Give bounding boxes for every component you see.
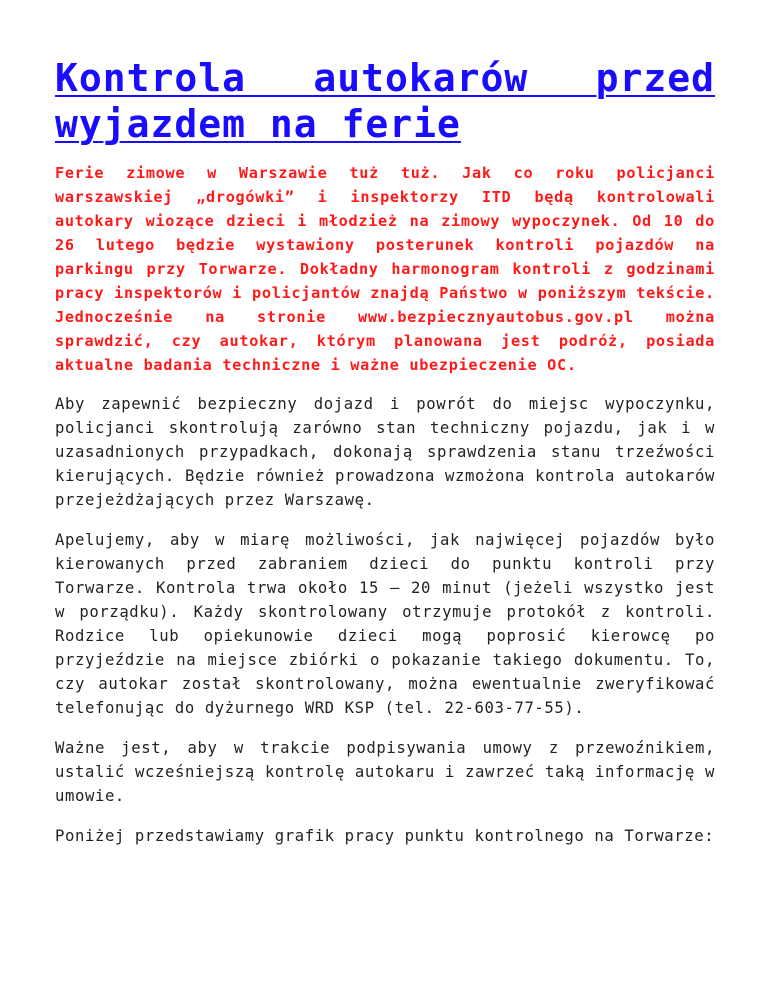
article-lead xyxy=(55,161,715,377)
article xyxy=(55,55,715,864)
lead-text-end: można sprawdzić, czy autokar, którym planowana jest podróż, posiada aktualne badania techniczne i ważne ubezpieczenie OC. xyxy=(55,308,715,374)
article-title xyxy=(55,55,715,147)
article-title-link[interactable]: Kontrola autokarów przed wyjazdem na ferie xyxy=(55,56,715,146)
paragraph-safety: Aby zapewnić bezpieczny dojazd i powrót do miejsc wypoczynku, policjanci skontrolują zarówno stan techniczny pojazdu, jak i w uzasadnionych przypadkach, dokonają sprawdzenia stanu trzeźwości kierujących. Będzie również prowadzona wzmożona kontrola autokarów przejeżdżających przez Warszawę. xyxy=(55,395,715,509)
paragraph-contract: Ważne jest, aby w trakcie podpisywania umowy z przewoźnikiem, ustalić wcześniejszą kontrolę autokaru i zawrzeć taką informację w umowie. xyxy=(55,739,715,805)
bezpiecznyautobus-link[interactable]: www.bezpiecznyautobus.gov.pl xyxy=(358,308,634,326)
paragraph-appeal: Apelujemy, aby w miarę możliwości, jak najwięcej pojazdów było kierowanych przed zabraniem dzieci do punktu kontroli przy Torwarze. Kontrola trwa około 15 – 20 minut (jeżeli wszystko jest w porządku). Każdy skontrolowany otrzymuje protokół z kontroli. Rodzice lub opiekunowie dzieci mogą poprosić kierowcę po przyjeździe na miejsce zbiórki o pokazanie takiego dokumentu. To, czy autokar został skontrolowany, można ewentualnie zweryfikować telefonując do dyżurnego WRD KSP (tel. 22-603-77-55). xyxy=(55,531,715,717)
paragraph-schedule-intro: Poniżej przedstawiamy grafik pracy punktu kontrolnego na Torwarze: xyxy=(55,827,715,845)
lead-text-start: Ferie zimowe w Warszawie tuż tuż. Jak co roku policjanci warszawskiej „drogówki” i inspektorzy ITD będą kontrolowali autokary wiozące dzieci i młodzież na zimowy wypoczynek. Od 10 do 26 lutego będzie wystawiony posterunek kontroli pojazdów na parkingu przy Torwarze. Dokładny harmonogram kontroli z godzinami pracy inspektorów i policjantów znajdą Państwo w poniższym tekście. Jednocześnie na stronie xyxy=(55,164,715,326)
